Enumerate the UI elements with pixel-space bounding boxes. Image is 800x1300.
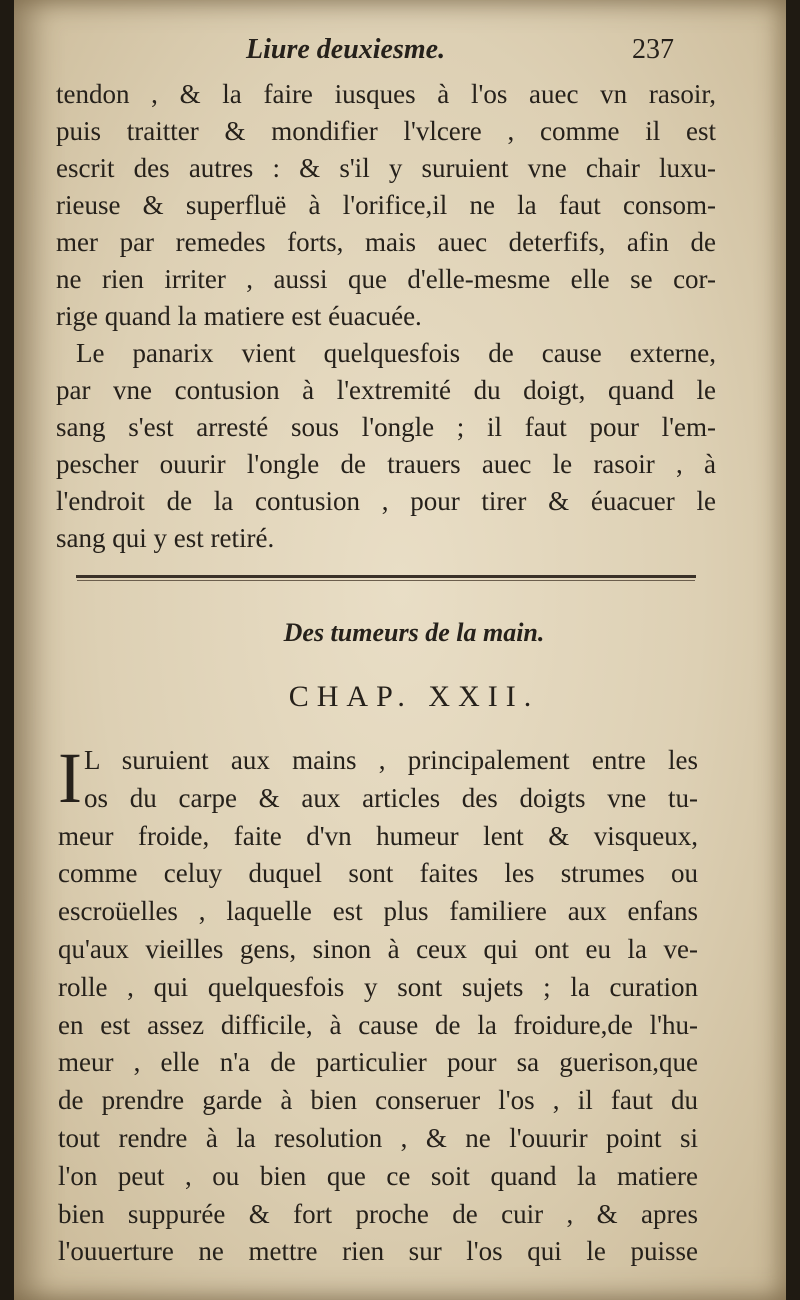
text-line: rolle , qui quelquesfois y sont sujets ; la curation [58,971,698,1002]
text-line: meur , elle n'a de particulier pour sa guerison,que [58,1047,698,1078]
text-line: puis traitter & mondifier l'vlcere , comme il est [56,116,716,146]
text-line: pescher ouurir l'ongle de trauers auec le rasoir , à [56,449,716,479]
text-line: l'endroit de la contusion , pour tirer & éuacuer le [56,486,716,516]
text-line: rieuse & superfluë à l'orifice,il ne la faut consom- [56,190,716,220]
text-line: meur froide, faite d'vn humeur lent & visqueux, [58,820,698,851]
text-line: rige quand la matiere est éuacuée. [56,301,422,331]
text-line: escroüelles , laquelle est plus familiere aux enfans [58,896,698,927]
text-line: bien suppurée & fort proche de cuir , & apres [58,1198,698,1229]
text-line: en est assez difficile, à cause de la froidure,de l'hu- [58,1009,698,1040]
text-line: sang s'est arresté sous l'ongle ; il faut pour l'em- [56,412,716,442]
body-text-bottom [58,738,698,1271]
page-number: 237 [632,34,674,65]
text-line: escrit des autres : & s'il y suruient vne chair luxu- [56,153,716,183]
text-line: tendon , & la faire iusques à l'os auec vn rasoir, [56,79,716,109]
text-line: sang qui y est retiré. [56,523,275,553]
text-line: par vne contusion à l'extremité du doigt, quand le [56,375,716,405]
text-line: comme celuy duquel sont faites les strumes ou [58,858,698,889]
text-line: de prendre garde à bien conseruer l'os , il faut du [58,1085,698,1116]
text-line: l'ouuerture ne mettre rien sur l'os qui le puisse [58,1236,698,1267]
text-line: l'on peut , ou bien que ce soit quand la matiere [58,1160,698,1191]
book-page [14,0,786,1300]
body-text-top [56,76,716,557]
text-line: qu'aux vieilles gens, sinon à ceux qui ont eu la ve- [58,933,698,964]
section-title: Des tumeurs de la main. [283,618,545,647]
drop-cap: I [58,738,82,818]
page-header [14,34,786,74]
running-title: Liure deuxiesme. [246,34,446,65]
text-line: mer par remedes forts, mais auec deterfifs, afin de [56,227,716,257]
text-line: ne rien irriter , aussi que d'elle-mesme elle se cor- [56,264,716,294]
text-line: os du carpe & aux articles des doigts vne tu- [84,782,698,813]
text-line: Le panarix vient quelquesfois de cause externe, [76,338,716,368]
text-line: L suruient aux mains , principalement entre les [84,745,698,775]
chapter-heading: CHAP. XXII. [288,680,540,713]
section-divider [76,575,696,578]
text-line: tout rendre à la resolution , & ne l'ouurir point si [58,1122,698,1153]
